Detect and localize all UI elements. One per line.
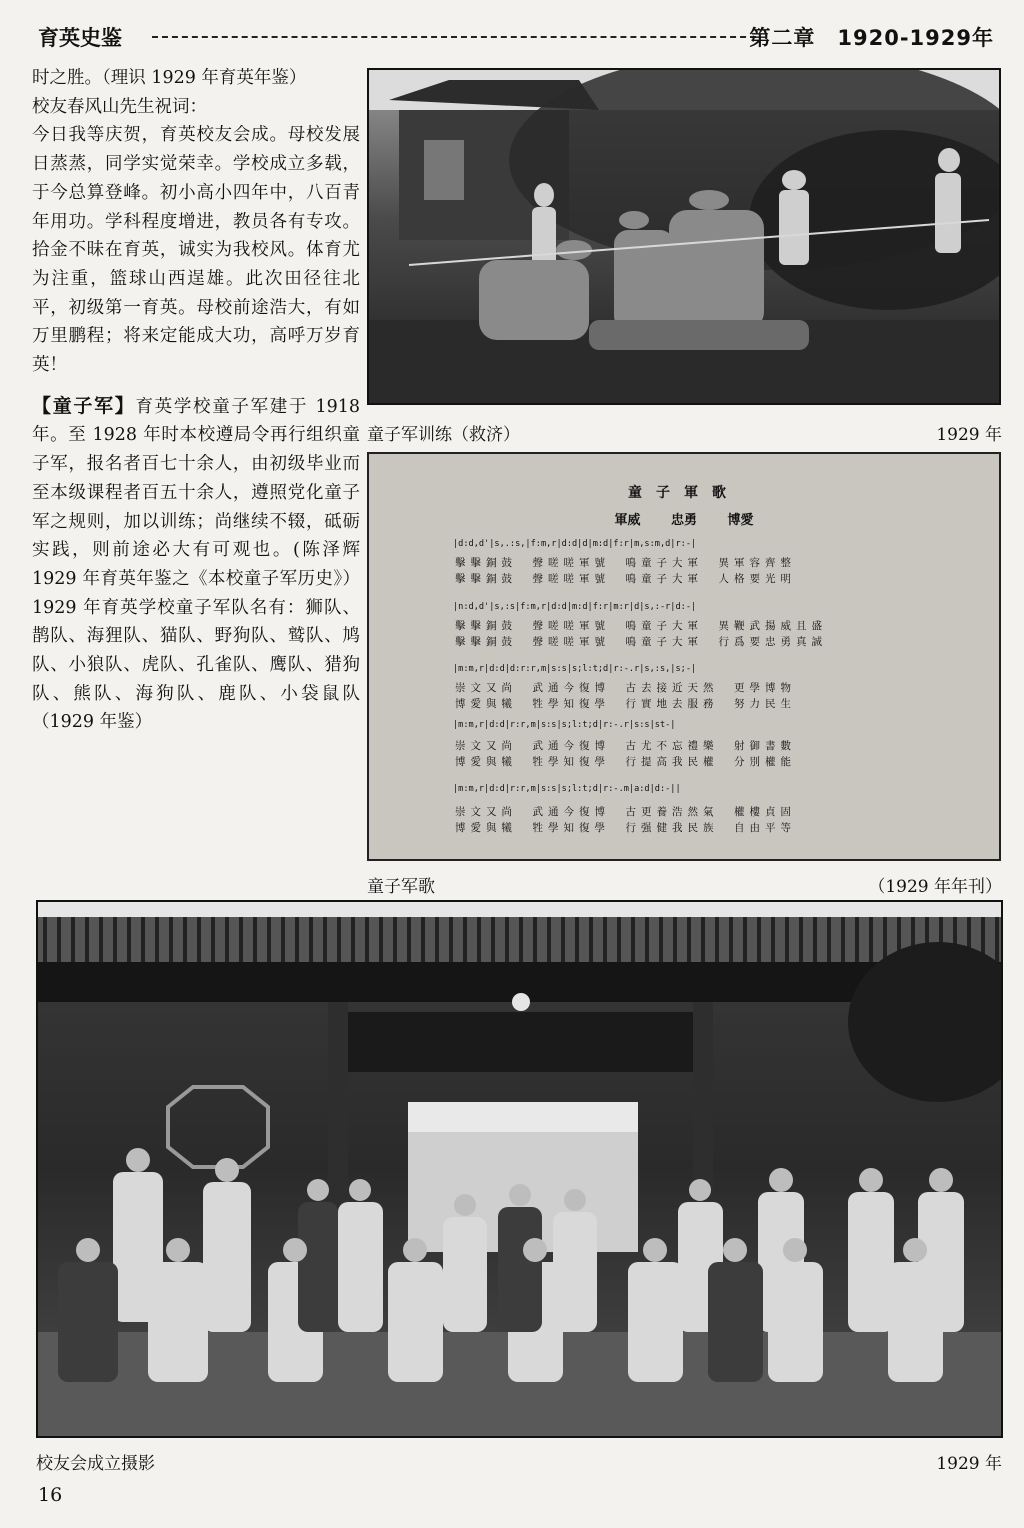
scout-song-score bbox=[367, 452, 1001, 861]
score-subtitle: 軍威 忠勇 博愛 bbox=[614, 513, 754, 528]
paragraph-congratulation-poem: 今日我等庆贺，育英校友会成。母校发展日蒸蒸，同学实觉荣幸。学校成立多载，于今总算登峰。初小高小四年中，八百青年用功。学科程度增进，教员各有专攻。拾金不昧在育英，诚实为我校风。体育尤为注重，篮球山西逞雄。此次田径往北平，初级第一育英。母校前途浩大，有如万里鹏程；将来定能成大功，高呼万岁育英！ bbox=[32, 125, 360, 376]
score-lyric-line: 崇文又尚 武通今復博 古更養浩然氣 權樓貞固 bbox=[455, 806, 796, 818]
score-notes-row: |m:m,r|d:d|r:r,m|s:s|s;l:t;d|r:-.r|s:s|st-| bbox=[453, 720, 676, 730]
paragraph-speech-intro: 校友春风山先生祝词： bbox=[32, 96, 207, 117]
running-header bbox=[0, 18, 1024, 58]
section-heading: 【童子军】 bbox=[32, 394, 136, 417]
paragraph-source-note: 时之胜。（理识 1929 年育英年鉴） bbox=[32, 68, 307, 88]
photo2-caption: 校友会成立摄影 bbox=[36, 1454, 155, 1474]
photo-scout-training bbox=[367, 68, 1001, 405]
score-lyric-line: 博愛與犧 牲學知復學 行强健我民族 自由平等 bbox=[455, 822, 796, 834]
photo1-year: 1929 年 bbox=[936, 425, 1002, 445]
scout-training-image bbox=[369, 70, 999, 403]
book-title: 育英史鉴 bbox=[38, 26, 122, 50]
score-source: （1929 年年刊） bbox=[868, 877, 1002, 897]
score-lyric-line: 崇文又尚 武通今復博 古尤不忘禮樂 射御書數 bbox=[455, 740, 796, 752]
section-body: 育英学校童子军建于 1918 年。至 1928 年时本校遵局令再行组织童子军，报名者百七十余人，由初级毕业而至本级课程者百五十余人，遵照党化童子军之规则，加以训练；尚继续不辍，砥砺实践，则前途必大有可观也。(陈泽辉 1929 年育英年鉴之《本校童子军历史》）1929 年育英学校童子军队名有：狮队、鹊队、海狸队、猫队、野狗队、鹫队、鸠队、小狼队、虎队、孔雀队、鹰队、猎狗队、熊队、海狗队、鹿队、小袋鼠队（1929 年鉴） bbox=[32, 396, 360, 733]
score-notes-row: |n:d,d'|s,:s|f:m,r|d:d|m:d|f:r|m:r|d|s,:-r|d:-| bbox=[453, 602, 697, 612]
score-notes-row: |d:d,d'|s,.:s,|f:m,r|d:d|d|m:d|f:r|m,s:m,d|r:-| bbox=[453, 539, 697, 549]
score-lyric-line: 博愛與犧 牲學知復學 行實地去服務 努力民生 bbox=[455, 698, 796, 710]
alumni-group-image bbox=[38, 902, 1001, 1436]
left-text-column bbox=[32, 64, 360, 737]
photo2-year: 1929 年 bbox=[936, 1454, 1002, 1474]
score-lyric-line: 崇文又尚 武通今復博 古去接近天然 更學博物 bbox=[455, 682, 796, 694]
score-lyric-line: 擊擊銅鼓 聲嗟嗟軍號 鳴童子大軍 異鞭武揚威且盛 bbox=[455, 620, 827, 632]
score-notes-row: |m:m,r|d:d|r:r,m|s:s|s;l:t;d|r:-.m|a:d|d:-|| bbox=[453, 784, 681, 794]
chapter-title: 第二章 1920-1929年 bbox=[749, 26, 994, 50]
score-lyric-line: 擊擊銅鼓 聲嗟嗟軍號 鳴童子大軍 行爲要忠勇真誠 bbox=[455, 636, 827, 648]
header-divider bbox=[152, 36, 756, 38]
score-lyric-line: 擊擊銅鼓 聲嗟嗟軍號 鳴童子大軍 異軍容齊整 bbox=[455, 557, 796, 569]
score-lyric-line: 博愛與犧 牲學知復學 行提高我民權 分別權能 bbox=[455, 756, 796, 768]
score-notes-row: |m:m,r|d:d|d:r:r,m|s:s|s;l:t;d|r:-.r|s,:s,|s;-| bbox=[453, 664, 697, 674]
score-lyric-line: 擊擊銅鼓 聲嗟嗟軍號 鳴童子大軍 人格要光明 bbox=[455, 573, 796, 585]
page-number: 16 bbox=[38, 1484, 63, 1506]
score-caption: 童子军歌 bbox=[367, 877, 435, 897]
photo1-caption: 童子军训练（救济） bbox=[367, 425, 520, 445]
photo-alumni-group bbox=[36, 900, 1003, 1438]
section-scouts bbox=[32, 392, 360, 737]
score-title: 童子軍歌 bbox=[628, 485, 740, 501]
